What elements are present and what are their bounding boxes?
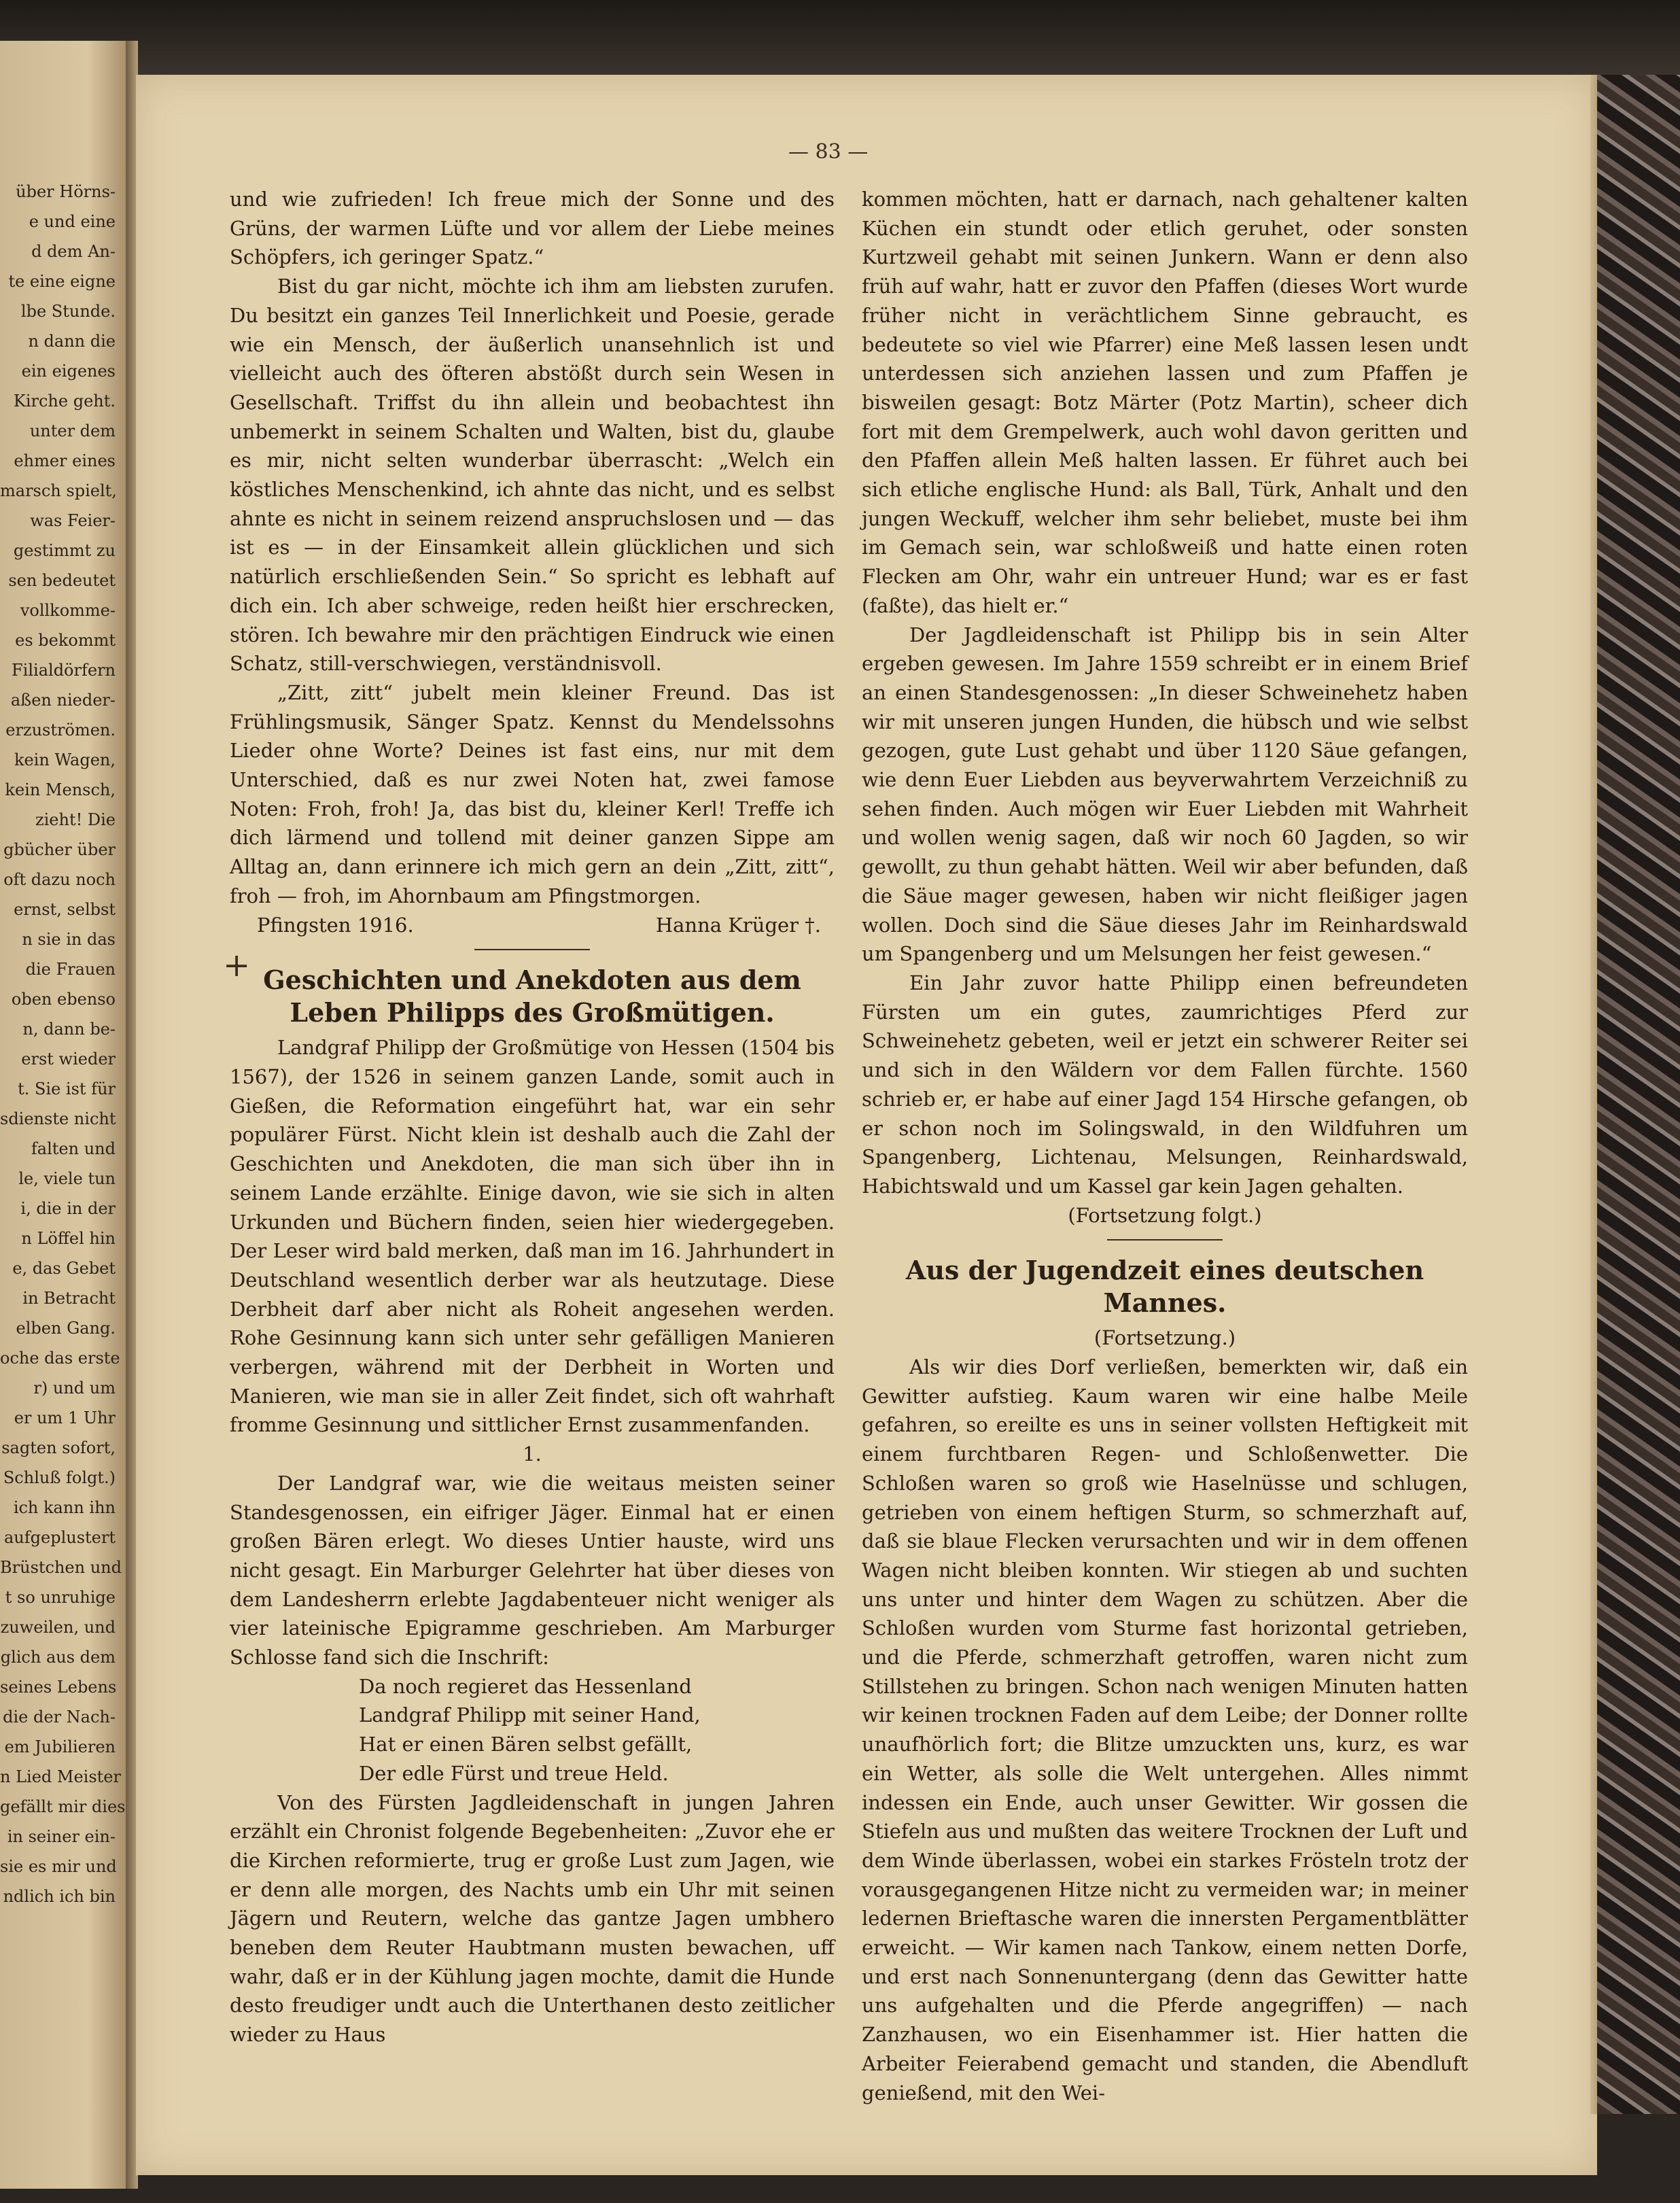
left-page-fragment: seines Lebens — [0, 1678, 117, 1697]
section-divider — [1107, 1239, 1223, 1241]
left-page-fragment: in seiner ein- — [7, 1827, 116, 1846]
left-page-fragment: Filialdörfern — [12, 661, 116, 680]
left-page-fragment: erzuströmen. — [5, 721, 116, 740]
section-divider — [474, 949, 590, 950]
paragraph: Landgraf Philipp der Großmütige von Hessen (1504 bis 1567), der 1526 in seinem ganzen Lande, somit auch in Gießen, die Reformation eingeführt hat, war ein sehr populärer Fürst. Nicht klein ist deshalb auch die Zahl der Geschichten und Anekdoten, die man sich über ihn in seinem Lande erzählte. Einige davon, wie sie sich in alten Urkunden und Büchern finden, seien hier wiedergegeben. Der Leser wird bald merken, daß man im 16. Jahrhundert in Deutschland wesentlich derber war als heutzutage. Diese Derbheit darf aber nicht als Roheit angesehen werden. Rohe Gesinnung kann sich unter sehr gefälligen Manieren verbergen, während mit der Derbheit in Worten und Manieren, wie man sie in aller Zeit findet, sich oft wahrhaft fromme Gesinnung und sittlicher Ernst zusammenfanden. — [230, 1036, 835, 1437]
left-page-fragment: ich kann ihn — [13, 1498, 116, 1517]
left-page-fragment: glich aus dem — [0, 1648, 116, 1667]
left-page-fragment: oft dazu noch — [3, 870, 116, 889]
left-page-fragment: gefällt mir dies — [0, 1797, 126, 1816]
signature-line — [230, 911, 835, 940]
left-page-fragment: e, das Gebet — [12, 1259, 116, 1278]
left-page-fragment: kein Wagen, — [14, 750, 116, 769]
left-page-fragment: über Hörns- — [16, 182, 116, 201]
left-page-fragment: i, die in der — [20, 1199, 116, 1218]
left-page-edge — [0, 41, 126, 2189]
paragraph: Von des Fürsten Jagdleidenschaft in jungen Jahren erzählt ein Chronist folgende Begebenheiten: „Zuvor ehe er die Kirchen reformierte, trug er große Lust zum Jagen, wie er denn alle morgen, des Nachts umb ein Uhr mit seinen Jägern und Reutern, welche das gantze Jagen umbhero beneben dem Reuter Haubtmann musten bewachen, uff wahr, daß er in der Kühlung jagen mochte, damit die Hunde desto freudiger undt auch die Unterthanen desto zeitlicher wieder zu Haus — [230, 1790, 835, 2047]
continuation-note: (Fortsetzung folgt.) — [1068, 1203, 1262, 1227]
left-page-fragment: gbücher über — [3, 840, 116, 859]
left-page-fragment: erst wieder — [21, 1050, 116, 1069]
article-heading: Geschichten und Anekdoten aus dem Leben Philipps des Großmütigen. — [263, 965, 801, 1028]
left-page-fragment: ein eigenes — [21, 362, 116, 381]
poem-line: Da noch regieret das Hessenland — [359, 1674, 692, 1698]
left-page-fragment: in Betracht — [22, 1289, 116, 1308]
poem-line: Der edle Fürst und treue Held. — [359, 1761, 669, 1785]
left-page-fragment: falten und — [31, 1139, 116, 1158]
left-page-fragment: d dem An- — [31, 242, 116, 261]
article-subheading: (Fortsetzung.) — [1093, 1326, 1236, 1350]
handwritten-cross-mark: + — [223, 946, 251, 984]
left-page-fragment: ndlich ich bin — [3, 1887, 116, 1906]
left-page-fragment: die der Nach- — [3, 1707, 116, 1727]
paragraph: Der Jagdleidenschaft ist Philipp bis in sein Alter ergeben gewesen. Im Jahre 1559 schreibt er in einem Brief an einen Standesgenossen: „In dieser Schweinehetz haben wir mit unseren jungen Hunden, die hübsch und wie selbst gezogen, gute Lust gehabt und über 1120 Säue gefangen, wie denn Euer Liebden aus beyverwahrtem Verzeichniß zu sehen finden. Auch mögen wir Euer Liebden mit Wahrheit und wollen wenig sagen, daß wir noch 60 Jagden, so wir gewollt, zu thun gehabt hätten. Weil wir aber befunden, daß die Säue mager gewesen, haben wir nicht fleißiger jagen wollen. Doch sind die Säue dieses Jahr im Reinhardswald um Spangenberg und um Melsungen her feist gewesen.“ — [862, 623, 1468, 966]
left-page-fragment: sagten sofort, — [1, 1438, 116, 1457]
left-page-fragment: zieht! Die — [35, 810, 116, 829]
left-page-fragment: aufgeplustert — [4, 1528, 116, 1547]
article-heading: Aus der Jugendzeit eines deutschen Mannes. — [905, 1255, 1424, 1319]
left-page-fragment: marsch spielt, — [0, 481, 117, 500]
signature-author: Hanna Krüger †. — [655, 913, 821, 937]
paragraph: Bist du gar nicht, möchte ich ihm am liebsten zurufen. Du besitzt ein ganzes Teil Innerlichkeit und Poesie, gerade wie ein Mensch, der äußerlich unansehnlich ist und vielleicht auch des öfteren abstößt durch sein Wesen in Gesellschaft. Triffst du ihn allein und beobachtest ihn unbemerkt in seinem Schalten und Walten, bist du, glaube es mir, nicht selten wunderbar überrascht: „Welch ein köstliches Menschenkind, ich ahnte das nicht, und es selbst ahnte es nicht in seinem reizend anspruchslosen und — das ist es — in der Einsamkeit allein glücklichen und sich natürlich erschließenden Sein.“ So spricht es lebhaft auf dich ein. Ich aber schweige, reden heißt hier erschrecken, stören. Ich bewahre mir den prächtigen Eindruck wie einen Schatz, still-verschwiegen, verständnisvoll. — [230, 275, 835, 676]
left-page-text-fragments — [0, 177, 126, 1911]
left-page-fragment: die Frauen — [25, 960, 116, 979]
left-page-fragment: aßen nieder- — [10, 691, 116, 710]
left-page-fragment: kein Mensch, — [5, 780, 116, 799]
section-number: 1. — [523, 1442, 542, 1466]
left-page-fragment: ehmer eines — [14, 451, 116, 470]
paragraph: kommen möchten, hatt er darnach, nach gehaltener kalten Küchen ein stundt oder etlich geruhet, oder sonsten Kurtzweil gehabt mit seinen Junkern. Wann er denn also früh auf wahr, hatt er zuvor den Pfaffen (dieses Wort wurde früher nicht in verächtlichem Sinne gebraucht, es bedeutete so viel wie Pfarrer) eine Meß lassen lesen undt unterdessen sich anziehen lassen und zum Pfaffen je bisweilen gesagt: Botz Märter (Potz Martin), scheer dich fort mit dem Grempelwerk, auch wohl davon geritten und den Pfaffen allein Meß halten lassen. Er führet auch bei sich etliche englische Hund: als Ball, Türk, Anhalt und den jungen Weckuff, welcher ihm sehr beliebet, muste bei ihm im Gemach sein, war schloßweiß und hatte einen roten Flecken am Ohr, wahr ein untreuer Hund; war es er fast (faßte), das hielt er.“ — [862, 188, 1468, 617]
left-page-fragment: r) und um — [33, 1378, 116, 1398]
left-page-fragment: n Löffel hin — [21, 1229, 116, 1248]
left-page-fragment: n dann die — [28, 332, 116, 351]
left-page-fragment: ernst, selbst — [14, 900, 116, 919]
left-page-fragment: es bekommt — [15, 631, 116, 650]
poem-line: Landgraf Philipp mit seiner Hand, — [359, 1703, 701, 1727]
page-number: — 83 — — [788, 140, 869, 164]
paragraph: Ein Jahr zuvor hatte Philipp einen befreundeten Fürsten um ein gutes, zaumrichtiges Pferd zur Schweinehetz gebeten, weil er jetzt ein schwerer Reiter sei und sich in den Wäldern vor dem Fallen fürchte. 1560 schrieb er, er habe auf einer Jagd 154 Hirsche gefangen, ob er schon noch im Solingswald, in den Wildfuhren um Spangenberg, Lichtenau, Melsungen, Reinhardswald, Habichtswald und um Kassel gar kein Jagen gehalten. — [862, 971, 1468, 1198]
left-column — [230, 185, 835, 2049]
left-page-fragment: was Feier- — [30, 511, 116, 530]
left-page-fragment: gestimmt zu — [13, 541, 116, 560]
poem-line: Hat er einen Bären selbst gefällt, — [359, 1733, 693, 1756]
left-page-fragment: n Lied Meister — [0, 1767, 121, 1786]
left-page-fragment: elben Gang. — [16, 1319, 116, 1338]
left-page-fragment: lbe Stunde. — [20, 302, 116, 321]
left-page-fragment: te eine eigne — [8, 272, 116, 291]
left-page-fragment: le, viele tun — [18, 1169, 116, 1188]
left-page-fragment: unter dem — [29, 421, 116, 440]
left-page-fragment: n, dann be- — [22, 1020, 116, 1039]
paragraph: Als wir dies Dorf verließen, bemerkten wir, daß ein Gewitter aufstieg. Kaum waren wir eine halbe Meile gefahren, so ereilte es uns in seiner vollsten Heftigkeit mit einem furchtbaren Regen- und Schloßenwetter. Die Schloßen waren so groß wie Haselnüsse und schlugen, getrieben von einem heftigen Sturm, so schmerzhaft auf, daß sie blaue Flecken verursachten und wir in dem offenen Wagen nicht bleiben konnten. Wir stiegen ab und suchten uns unter und hinter dem Wagen zu schützen. Aber die Schloßen wurden vom Sturme fast horizontal getrieben, und die Pferde, schmerzhaft getroffen, waren nicht zum Stillstehen zu bringen. Schon nach wenigen Minuten hatten wir keinen trocknen Faden auf dem Leibe; der Donner rollte unaufhörlich fort; die Blitze umzuckten uns, kurz, es war ein Wetter, als solle die Welt untergehen. Alles nimmt indessen ein Ende, auch unser Gewitter. Wir gossen die Stiefeln aus und mußten das weitere Trocknen der Luft und dem Winde überlassen, wobei ein starkes Frösteln trotz der vorausgegangenen Hitze nicht zu vermeiden war; in meiner ledernen Brieftasche waren die innersten Pergamentblätter erweicht. — Wir kamen nach Tankow, einem netten Dorfe, und erst nach Sonnenuntergang (denn das Gewitter hatte uns aufgehalten und die Pferde angegriffen) — nach Zanzhausen, wo ein Eisenhammer ist. Hier hatten die Arbeiter Feierabend gemacht und standen, die Abendluft genießend, mit den Wei- — [862, 1355, 1468, 2104]
left-page-fragment: oben ebenso — [11, 990, 116, 1009]
paragraph: „Zitt, zitt“ jubelt mein kleiner Freund. Das ist Frühlingsmusik, Sänger Spatz. Kennst du Mendelssohns Lieder ohne Worte? Deines ist fast eins, nur mit dem Unterschied, daß es nur zwei Noten hat, zwei famose Noten: Froh, froh! Ja, das bist du, kleiner Kerl! Treffe ich dich lärmend und tollend mit deiner ganzen Sippe am Alltag an, dann erinnere ich mich gern an dein „Zitt, zitt“, froh — froh, im Ahornbaum am Pfingstmorgen. — [230, 680, 835, 907]
left-page-fragment: Schluß folgt.) — [3, 1468, 116, 1487]
left-page-fragment: Brüstchen und — [0, 1558, 122, 1577]
left-page-fragment: er um 1 Uhr — [14, 1408, 116, 1427]
left-page-fragment: t so unruhige — [5, 1588, 116, 1607]
paragraph: und wie zufrieden! Ich freue mich der Sonne und des Grüns, der warmen Lüfte und vor allem der Liebe meines Schöpfers, ich geringer Spatz.“ — [230, 188, 835, 269]
signature-place-date: Pfingsten 1916. — [257, 913, 414, 937]
book-top-edge — [0, 0, 1680, 75]
left-page-fragment: zuweilen, und — [0, 1618, 116, 1637]
left-page-fragment: em Jubilieren — [4, 1737, 116, 1756]
paragraph: Der Landgraf war, wie die weitaus meisten seiner Standesgenossen, ein eifriger Jäger. Einmal hat er einen großen Bären erlegt. Wo dieses Untier hauste, wird uns nicht gesagt. Ein Marburger Gelehrter hat über dieses von dem Landesherrn erlebte Jagdabenteuer nicht weniger als vier lateinische Epigramme geschrieben. Am Marburger Schlosse fand sich die Inschrift: — [230, 1471, 835, 1669]
left-page-fragment: sen bedeutet — [8, 571, 116, 590]
left-page-fragment: Kirche geht. — [13, 392, 116, 411]
marbled-cover — [1597, 75, 1680, 2114]
left-page-fragment: t. Sie ist für — [18, 1079, 116, 1098]
left-page-fragment: oche das erste — [0, 1349, 120, 1368]
inscription-poem — [230, 1672, 835, 1788]
left-page-fragment: sie es mir und — [0, 1857, 117, 1876]
left-page-fragment: n sie in das — [22, 930, 116, 949]
left-page-fragment: vollkomme- — [20, 601, 116, 620]
right-column — [862, 185, 1468, 2107]
left-page-fragment: e und eine — [29, 212, 116, 231]
left-page-fragment: sdienste nicht — [0, 1109, 116, 1128]
